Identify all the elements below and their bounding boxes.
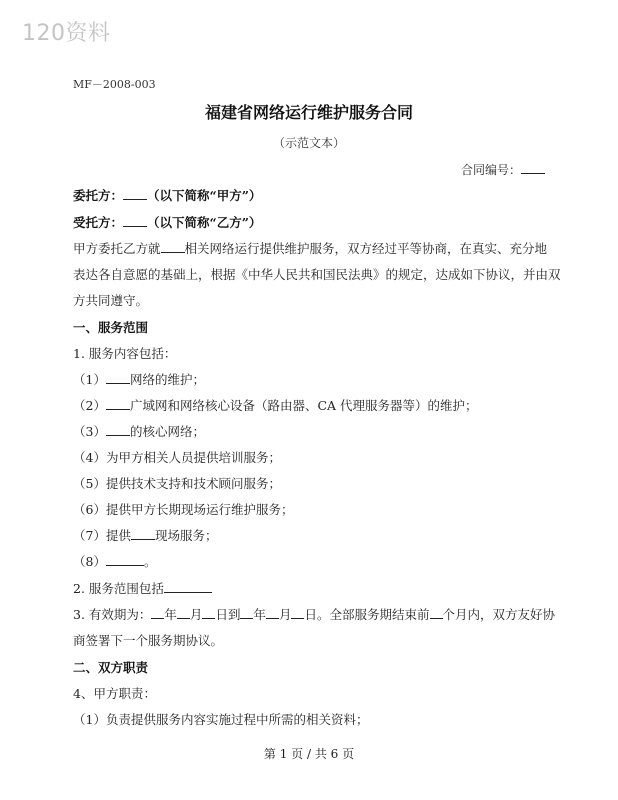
watermark: 120资料 [22, 21, 111, 46]
intro-prefix: 甲方委托乙方就 [73, 241, 161, 256]
intro-line-2: 表达各自意愿的基础上，根据《中华人民共和国民法典》的规定，达成如下协议，并由双 [73, 267, 561, 282]
year-label: 年 [253, 607, 266, 622]
intro-line-3: 方共同遵守。 [73, 293, 149, 308]
client-line [73, 186, 261, 204]
item2-text: 2. 服务范围包括 [73, 581, 164, 596]
service-item-5: （5）提供技术支持和技术顾问服务； [73, 476, 281, 491]
item-number: （3） [73, 424, 106, 439]
year-blank [240, 606, 253, 619]
contract-number-blank [521, 161, 545, 174]
service-item-2 [73, 396, 478, 414]
section2-heading: 二、双方职责 [73, 660, 149, 675]
item-number: （2） [73, 398, 106, 413]
day-blank [291, 606, 304, 619]
item1-heading: 1. 服务内容包括： [73, 346, 177, 361]
service-item-1 [73, 370, 205, 388]
client-label: 委托方： [73, 188, 124, 203]
item-text: 广域网和网络核心设备（路由器、CA 代理服务器等）的维护； [129, 398, 478, 413]
item-text: 网络的维护； [129, 372, 205, 387]
item3-text-end: 个月内，双方友好协 [442, 607, 556, 622]
month-label: 月 [278, 607, 292, 622]
service-item-8 [73, 552, 156, 570]
document-code: MF－2008-003 [73, 78, 156, 91]
agent-line [73, 213, 261, 231]
item-number: （8） [73, 554, 106, 569]
page-title: 福建省网络运行维护服务合同 [204, 103, 413, 122]
months-blank [430, 606, 443, 619]
intro-blank [161, 240, 185, 253]
page-footer: 第 1 页 / 共 6 页 [263, 747, 355, 761]
month-blank [266, 606, 279, 619]
service-item-7 [73, 526, 217, 544]
item-blank [131, 527, 155, 540]
item-blank [106, 371, 130, 384]
item-number: （1） [73, 372, 106, 387]
month-label: 月 [189, 607, 203, 622]
item4-heading: 4、甲方职责： [73, 686, 156, 701]
month-blank [177, 606, 190, 619]
client-suffix: （以下简称“甲方”） [147, 188, 262, 203]
service-item-4: （4）为甲方相关人员提供培训服务； [73, 450, 281, 465]
item-end: 。 [143, 554, 157, 569]
client-blank [123, 187, 147, 200]
intro-line1-rest: 相关网络运行提供维护服务，双方经过平等协商，在真实、充分地 [184, 241, 548, 256]
day-blank [202, 606, 215, 619]
subtitle: （示范文本） [272, 136, 345, 150]
agent-blank [123, 214, 147, 227]
item-blank [106, 423, 130, 436]
item2-line [73, 579, 212, 597]
item3-line-2: 商签署下一个服务期协议。 [73, 633, 224, 648]
contract-number-label: 合同编号： [460, 163, 521, 177]
day-label: 日。全部服务期结束前 [304, 607, 430, 622]
duty-item-1: （1）负责提供服务内容实施过程中所需的相关资料； [73, 712, 369, 727]
service-item-6: （6）提供甲方长期现场运行维护服务； [73, 502, 294, 517]
contract-number [461, 161, 545, 178]
intro-line-1 [73, 239, 547, 257]
service-item-3 [73, 422, 205, 440]
agent-suffix: （以下简称“乙方”） [147, 215, 262, 230]
agent-label: 受托方： [73, 215, 124, 230]
item-blank [106, 397, 130, 410]
item-blank [106, 553, 144, 566]
item-text: 的核心网络； [129, 424, 205, 439]
item2-blank [164, 580, 212, 593]
year-label: 年 [164, 607, 177, 622]
section1-heading: 一、服务范围 [73, 320, 149, 335]
item3-line-1 [73, 605, 555, 623]
day-label: 日到 [215, 607, 241, 622]
year-blank [151, 606, 164, 619]
item-text-prefix: （7）提供 [73, 528, 131, 543]
item-text-suffix: 现场服务； [154, 528, 218, 543]
item3-text: 3. 有效期为： [73, 607, 152, 622]
